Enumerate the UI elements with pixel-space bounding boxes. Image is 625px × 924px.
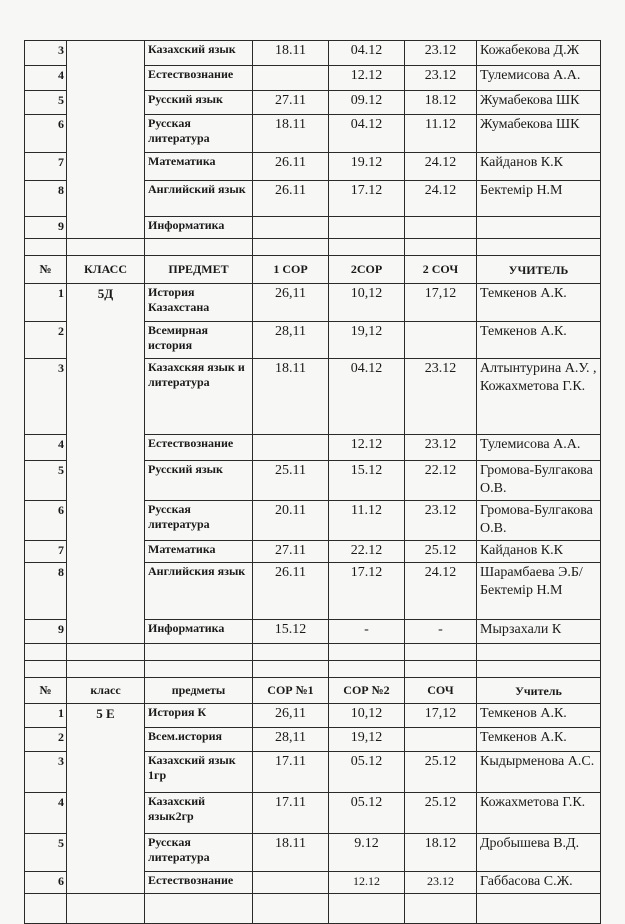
subject-cell: Русский язык — [145, 91, 253, 115]
subject-cell: Казахскяя язык и литература — [145, 359, 253, 435]
subject-cell: Казахский язык2гр — [145, 793, 253, 834]
teacher-cell: Темкенов А.К. — [477, 284, 601, 322]
row-number: 4 — [25, 66, 67, 91]
date-sor1: 17.11 — [253, 793, 329, 834]
teacher-cell: Алтынтурина А.У. , Кожахметова Г.К. — [477, 359, 601, 435]
date-sor2: 17.12 — [329, 563, 405, 620]
subject-cell: Информатика — [145, 620, 253, 644]
date-soch: 18.12 — [405, 834, 477, 872]
date-sor2: 15.12 — [329, 461, 405, 501]
row-number: 5 — [25, 91, 67, 115]
row-number: 5 — [25, 461, 67, 501]
date-soch: 23.12 — [405, 41, 477, 66]
table-row — [25, 41, 601, 66]
row-number: 3 — [25, 41, 67, 66]
row-number: 1 — [25, 284, 67, 322]
date-sor1: 18.11 — [253, 834, 329, 872]
row-number: 4 — [25, 793, 67, 834]
date-soch: 24.12 — [405, 563, 477, 620]
date-soch: 25.12 — [405, 541, 477, 563]
spacer-row — [25, 239, 601, 256]
date-soch: 23.12 — [405, 872, 477, 894]
header-teacher: УЧИТЕЛЬ — [477, 256, 601, 284]
header-soch: 2 СОЧ — [405, 256, 477, 284]
teacher-cell: Кожахметова Г.К. — [477, 793, 601, 834]
date-sor1: 17.11 — [253, 752, 329, 793]
header-sor2: СОР №2 — [329, 678, 405, 704]
subject-cell: Всем.история — [145, 728, 253, 752]
table-row-empty — [25, 894, 601, 924]
class-cell — [67, 41, 145, 239]
header-subject: ПРЕДМЕТ — [145, 256, 253, 284]
header-num: № — [25, 256, 67, 284]
row-number: 5 — [25, 834, 67, 872]
date-soch: 24.12 — [405, 153, 477, 181]
header-sor2: 2СОР — [329, 256, 405, 284]
date-sor1 — [253, 872, 329, 894]
date-sor2: 12.12 — [329, 66, 405, 91]
subject-cell: Математика — [145, 153, 253, 181]
header-class: КЛАСС — [67, 256, 145, 284]
row-number: 7 — [25, 153, 67, 181]
spacer-row — [25, 661, 601, 678]
subject-cell: Казахский язык — [145, 41, 253, 66]
date-sor2: - — [329, 620, 405, 644]
row-number: 6 — [25, 115, 67, 153]
date-sor1: 26,11 — [253, 704, 329, 728]
teacher-cell: Темкенов А.К. — [477, 728, 601, 752]
date-sor2 — [329, 217, 405, 239]
date-soch — [405, 728, 477, 752]
date-sor2: 9.12 — [329, 834, 405, 872]
header-sor1: СОР №1 — [253, 678, 329, 704]
row-number: 3 — [25, 359, 67, 435]
teacher-cell: Темкенов А.К. — [477, 704, 601, 728]
teacher-cell: Громова-Булгакова О.В. — [477, 461, 601, 501]
row-number: 6 — [25, 872, 67, 894]
row-number: 4 — [25, 435, 67, 461]
header-class: класс — [67, 678, 145, 704]
date-soch: 22.12 — [405, 461, 477, 501]
header-row — [25, 678, 601, 704]
class-cell: 5Д — [67, 284, 145, 644]
date-soch: 25.12 — [405, 793, 477, 834]
teacher-cell — [477, 217, 601, 239]
teacher-cell: Кайданов К.К — [477, 153, 601, 181]
subject-cell: Английский язык — [145, 181, 253, 217]
teacher-cell: Мырзахали К — [477, 620, 601, 644]
date-sor2: 19.12 — [329, 153, 405, 181]
row-number: 9 — [25, 620, 67, 644]
header-subject: предметы — [145, 678, 253, 704]
date-soch: 11.12 — [405, 115, 477, 153]
date-soch — [405, 322, 477, 359]
subject-cell: Казахский язык 1гр — [145, 752, 253, 793]
row-number: 8 — [25, 181, 67, 217]
date-soch: - — [405, 620, 477, 644]
teacher-cell: Громова-Булгакова О.В. — [477, 501, 601, 541]
header-sor1: 1 СОР — [253, 256, 329, 284]
table-row — [25, 284, 601, 322]
teacher-cell: Кыдырменова А.С. — [477, 752, 601, 793]
subject-cell: Информатика — [145, 217, 253, 239]
subject-cell: Естествознание — [145, 66, 253, 91]
header-soch: СОЧ — [405, 678, 477, 704]
date-sor2: 04.12 — [329, 41, 405, 66]
subject-cell: Английския язык — [145, 563, 253, 620]
row-number: 2 — [25, 322, 67, 359]
subject-cell: Русская литература — [145, 115, 253, 153]
teacher-cell: Кайданов К.К — [477, 541, 601, 563]
date-sor2: 19,12 — [329, 322, 405, 359]
row-number: 6 — [25, 501, 67, 541]
row-number: 3 — [25, 752, 67, 793]
date-soch: 17,12 — [405, 704, 477, 728]
subject-cell: Естествознание — [145, 872, 253, 894]
date-soch: 24.12 — [405, 181, 477, 217]
teacher-cell: Тулемисова А.А. — [477, 66, 601, 91]
teacher-cell: Кожабекова Д.Ж — [477, 41, 601, 66]
date-sor1: 18.11 — [253, 41, 329, 66]
row-number: 9 — [25, 217, 67, 239]
subject-cell: Русская литература — [145, 501, 253, 541]
schedule-table — [24, 40, 601, 924]
date-sor1 — [253, 66, 329, 91]
subject-cell: Всемирная история — [145, 322, 253, 359]
subject-cell: История К — [145, 704, 253, 728]
date-sor1 — [253, 217, 329, 239]
teacher-cell: Жумабекова ШК — [477, 115, 601, 153]
row-number: 2 — [25, 728, 67, 752]
date-sor1: 27.11 — [253, 541, 329, 563]
date-sor2: 04.12 — [329, 359, 405, 435]
table-row — [25, 704, 601, 728]
date-sor2: 09.12 — [329, 91, 405, 115]
date-sor2: 12.12 — [329, 435, 405, 461]
date-soch: 23.12 — [405, 435, 477, 461]
date-sor1: 15.12 — [253, 620, 329, 644]
date-soch: 18.12 — [405, 91, 477, 115]
date-sor2: 17.12 — [329, 181, 405, 217]
subject-cell: Русский язык — [145, 461, 253, 501]
date-sor1: 26.11 — [253, 563, 329, 620]
row-number: 7 — [25, 541, 67, 563]
date-sor2: 19,12 — [329, 728, 405, 752]
date-sor2: 04.12 — [329, 115, 405, 153]
date-sor2: 05.12 — [329, 793, 405, 834]
date-sor1: 28,11 — [253, 322, 329, 359]
teacher-cell: Жумабекова ШК — [477, 91, 601, 115]
date-sor1: 26.11 — [253, 181, 329, 217]
date-sor1 — [253, 435, 329, 461]
date-sor1: 27.11 — [253, 91, 329, 115]
subject-cell: История Казахстана — [145, 284, 253, 322]
date-sor1: 18.11 — [253, 115, 329, 153]
date-sor1: 18.11 — [253, 359, 329, 435]
subject-cell: Русская литература — [145, 834, 253, 872]
date-soch: 17,12 — [405, 284, 477, 322]
date-sor1: 28,11 — [253, 728, 329, 752]
date-sor2: 11.12 — [329, 501, 405, 541]
date-soch: 25.12 — [405, 752, 477, 793]
teacher-cell: Темкенов А.К. — [477, 322, 601, 359]
teacher-cell: Бектемір Н.М — [477, 181, 601, 217]
date-soch: 23.12 — [405, 501, 477, 541]
date-sor1: 26.11 — [253, 153, 329, 181]
teacher-cell: Дробышева В.Д. — [477, 834, 601, 872]
date-sor2: 05.12 — [329, 752, 405, 793]
date-sor2: 12.12 — [329, 872, 405, 894]
subject-cell: Математика — [145, 541, 253, 563]
spacer-row — [25, 644, 601, 661]
date-soch — [405, 217, 477, 239]
date-soch: 23.12 — [405, 66, 477, 91]
date-soch: 23.12 — [405, 359, 477, 435]
row-number: 8 — [25, 563, 67, 620]
header-row — [25, 256, 601, 284]
class-cell: 5 Е — [67, 704, 145, 894]
header-num: № — [25, 678, 67, 704]
teacher-cell: Шарамбаева Э.Б/Бектемір Н.М — [477, 563, 601, 620]
date-sor2: 22.12 — [329, 541, 405, 563]
subject-cell: Естествознание — [145, 435, 253, 461]
date-sor2: 10,12 — [329, 704, 405, 728]
row-number: 1 — [25, 704, 67, 728]
teacher-cell: Тулемисова А.А. — [477, 435, 601, 461]
header-teacher: Учитель — [477, 678, 601, 704]
date-sor1: 20.11 — [253, 501, 329, 541]
teacher-cell: Габбасова С.Ж. — [477, 872, 601, 894]
date-sor2: 10,12 — [329, 284, 405, 322]
date-sor1: 25.11 — [253, 461, 329, 501]
date-sor1: 26,11 — [253, 284, 329, 322]
